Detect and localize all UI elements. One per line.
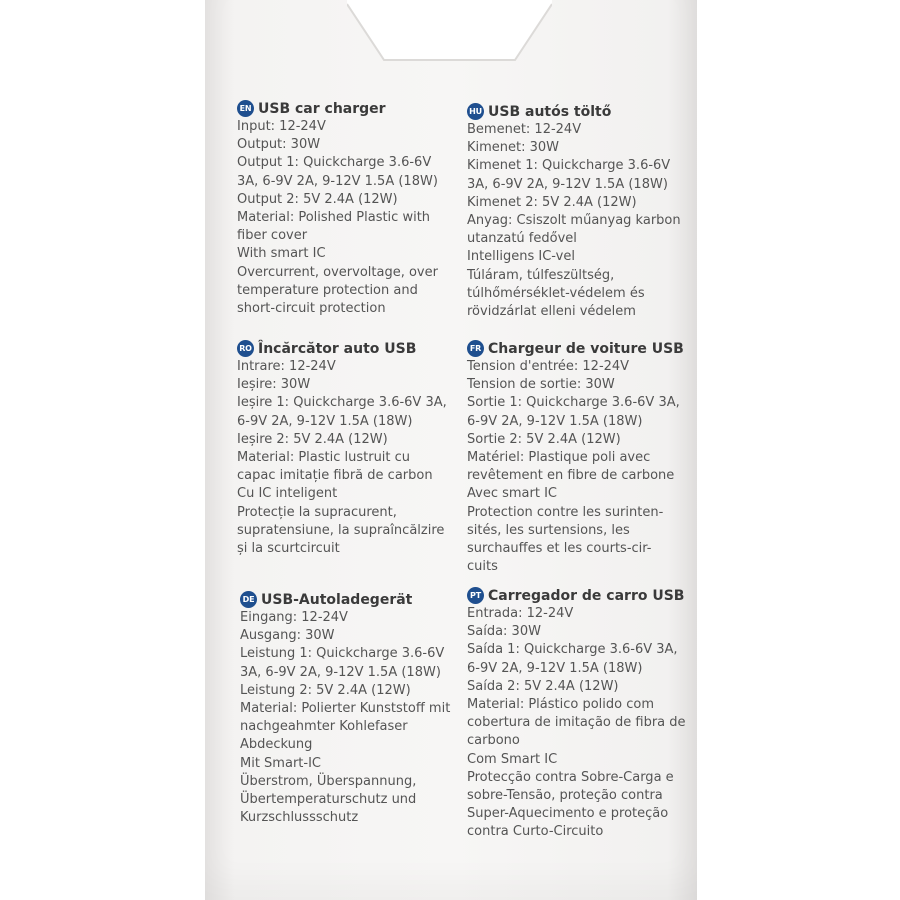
spec-line: 6-9V 2A, 9-12V 1.5A (18W): [467, 660, 643, 676]
spec-line: Eingang: 12-24V: [240, 610, 348, 625]
spec-line: Übertemperaturschutz und: [240, 792, 417, 808]
spec-line: Leistung 1: Quickcharge 3.6-6V: [240, 646, 445, 662]
spec-line: cuits: [467, 559, 498, 575]
spec-list: [467, 358, 684, 576]
spec-line: short-circuit protection: [237, 301, 386, 317]
spec-line: carbono: [467, 733, 520, 749]
section-ro: [237, 340, 447, 558]
spec-line: 3A, 6-9V 2A, 9-12V 1.5A (18W): [237, 173, 438, 189]
spec-line: 3A, 6-9V 2A, 9-12V 1.5A (18W): [240, 664, 441, 680]
spec-list: [237, 118, 438, 318]
section-heading: USB car charger: [258, 100, 386, 117]
section-heading: USB autós töltő: [488, 103, 612, 120]
spec-line: Tension de sortie: 30W: [467, 377, 615, 393]
language-badge-hu: HU: [467, 103, 484, 120]
spec-line: Ieșire 2: 5V 2.4A (12W): [237, 431, 388, 447]
section-title: [237, 340, 447, 357]
language-badge-en: EN: [237, 100, 254, 117]
spec-line: revêtement en fibre de carbone: [467, 468, 675, 484]
spec-line: Intelligens IC-vel: [467, 249, 575, 265]
spec-list: [467, 605, 686, 842]
section-title: [467, 587, 686, 604]
spec-line: Tension d'entrée: 12-24V: [467, 359, 630, 374]
spec-line: Leistung 2: 5V 2.4A (12W): [240, 682, 411, 698]
spec-line: Mit Smart-IC: [240, 755, 321, 771]
spec-line: fiber cover: [237, 228, 308, 244]
spec-line: Output: 30W: [237, 137, 321, 153]
spec-line: 3A, 6-9V 2A, 9-12V 1.5A (18W): [467, 176, 668, 192]
spec-line: Ausgang: 30W: [240, 628, 335, 644]
spec-line: Input: 12-24V: [237, 119, 326, 134]
spec-line: Saída: 30W: [467, 624, 541, 640]
spec-line: Entrada: 12-24V: [467, 606, 574, 621]
section-pt: [467, 587, 686, 842]
spec-line: Output 1: Quickcharge 3.6-6V: [237, 155, 432, 171]
section-title: [237, 100, 438, 117]
spec-line: sités, les surtensions, les: [467, 522, 630, 538]
spec-line: Material: Plastic lustruit cu: [237, 450, 411, 466]
section-heading: Chargeur de voiture USB: [488, 340, 684, 357]
spec-line: Kimenet 1: Quickcharge 3.6-6V: [467, 158, 671, 174]
language-badge-pt: PT: [467, 587, 484, 604]
section-hu: [467, 103, 681, 321]
spec-line: supratensiune, la supraîncălzire: [237, 522, 445, 538]
section-title: [467, 103, 681, 120]
language-badge-de: DE: [240, 591, 257, 608]
spec-line: Kimenet 2: 5V 2.4A (12W): [467, 194, 637, 210]
spec-line: Intrare: 12-24V: [237, 359, 336, 374]
spec-line: Ieșire 1: Quickcharge 3.6-6V 3A,: [237, 395, 447, 411]
spec-line: Sortie 1: Quickcharge 3.6-6V 3A,: [467, 395, 680, 411]
section-de: [240, 591, 450, 827]
spec-line: Cu IC inteligent: [237, 486, 338, 502]
spec-line: 6-9V 2A, 9-12V 1.5A (18W): [467, 413, 643, 429]
spec-line: Túláram, túlfeszültség,: [467, 267, 615, 283]
spec-line: contra Curto-Circuito: [467, 824, 604, 840]
spec-line: sobre-Tensão, proteção contra: [467, 788, 663, 804]
spec-list: [237, 358, 447, 558]
spec-line: Material: Polished Plastic with: [237, 210, 431, 226]
spec-line: temperature protection and: [237, 282, 418, 298]
spec-line: Avec smart IC: [467, 486, 557, 502]
spec-line: Saída 1: Quickcharge 3.6-6V 3A,: [467, 642, 678, 658]
spec-line: Super-Aquecimento e proteção: [467, 806, 669, 822]
spec-line: utanzatú fedővel: [467, 231, 577, 247]
spec-list: [467, 121, 681, 321]
section-fr: [467, 340, 684, 576]
spec-line: Overcurrent, overvoltage, over: [237, 264, 438, 280]
spec-line: túlhőmérséklet-védelem és: [467, 285, 645, 301]
spec-line: surchauffes et les courts-cir-: [467, 541, 652, 557]
spec-line: nachgeahmter Kohlefaser: [240, 719, 408, 735]
spec-line: Saída 2: 5V 2.4A (12W): [467, 678, 619, 694]
spec-line: cobertura de imitação de fibra de: [467, 715, 686, 731]
spec-line: rövidzárlat elleni védelem: [467, 304, 636, 320]
spec-line: Ieșire: 30W: [237, 377, 311, 393]
section-title: [467, 340, 684, 357]
section-heading: Încărcător auto USB: [258, 340, 417, 357]
spec-line: Output 2: 5V 2.4A (12W): [237, 191, 398, 207]
spec-line: Bemenet: 12-24V: [467, 122, 582, 137]
language-badge-ro: RO: [237, 340, 254, 357]
spec-line: Kimenet: 30W: [467, 140, 560, 156]
spec-line: Material: Polierter Kunststoff mit: [240, 701, 451, 717]
spec-line: Überstrom, Überspannung,: [240, 773, 417, 789]
section-heading: Carregador de carro USB: [488, 587, 685, 604]
section-heading: USB-Autoladegerät: [261, 591, 413, 608]
spec-line: 6-9V 2A, 9-12V 1.5A (18W): [237, 413, 413, 429]
spec-line: capac imitație fibră de carbon: [237, 468, 433, 484]
spec-line: Protecção contra Sobre-Carga e: [467, 769, 674, 785]
spec-line: Material: Plástico polido com: [467, 697, 654, 713]
spec-line: Anyag: Csiszolt műanyag karbon: [467, 213, 681, 229]
spec-line: With smart IC: [237, 246, 326, 262]
spec-line: Kurzschlussschutz: [240, 810, 359, 826]
spec-line: Protecție la supracurent,: [237, 504, 397, 520]
language-badge-fr: FR: [467, 340, 484, 357]
spec-line: și la scurtcircuit: [237, 541, 340, 557]
spec-list: [240, 609, 450, 827]
spec-line: Com Smart IC: [467, 751, 558, 767]
spec-line: Protection contre les surinten-: [467, 504, 664, 520]
section-title: [240, 591, 450, 608]
spec-line: Sortie 2: 5V 2.4A (12W): [467, 431, 621, 447]
spec-line: Matériel: Plastique poli avec: [467, 450, 651, 466]
spec-line: Abdeckung: [240, 737, 313, 753]
section-en: [237, 100, 438, 318]
